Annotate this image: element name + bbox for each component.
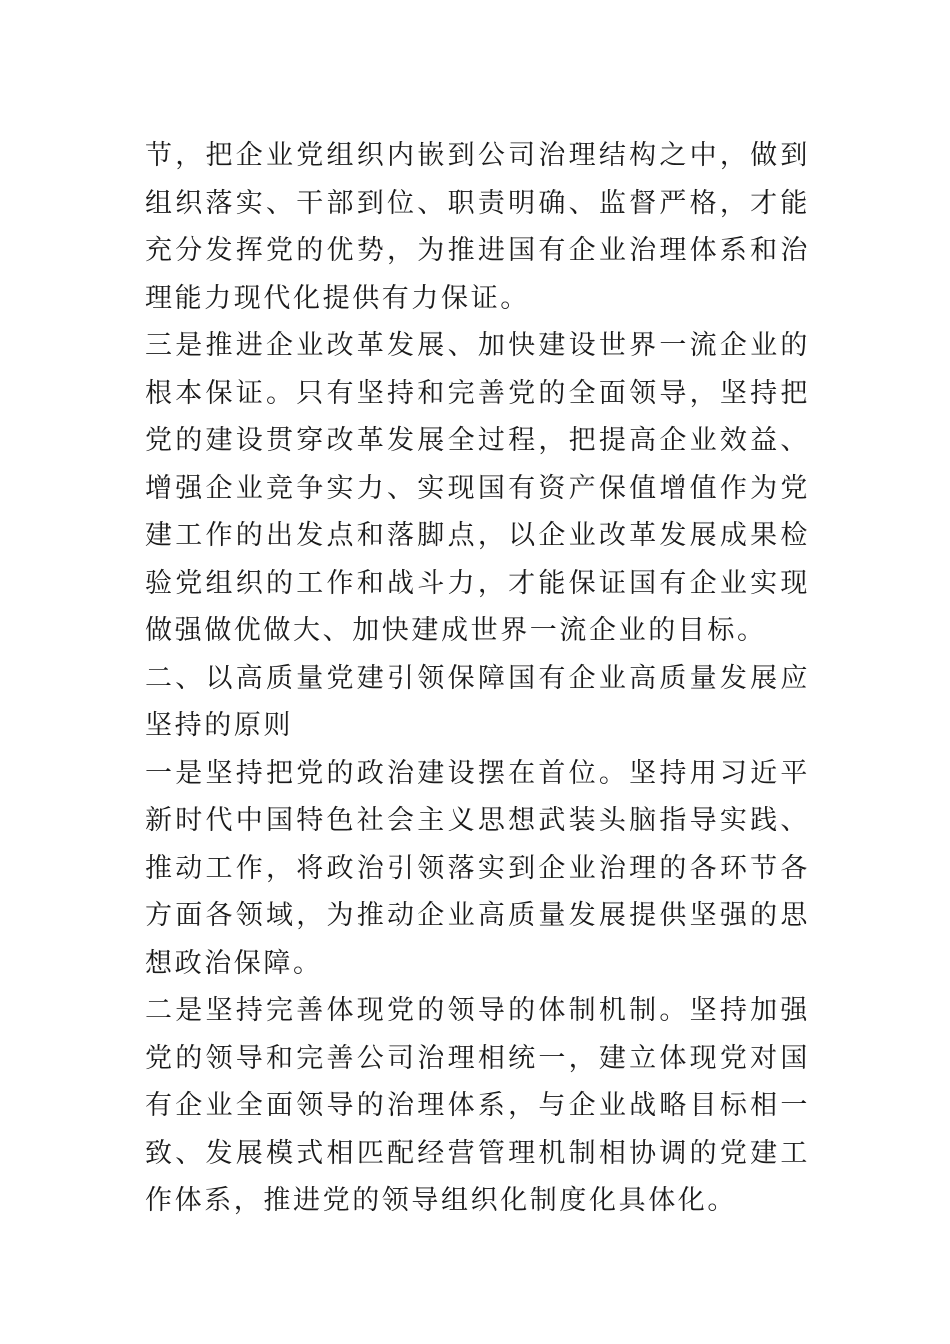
paragraph-point-three: 三是推进企业改革发展、加快建设世界一流企业的根本保证。只有坚持和完善党的全面领导，坚持把党的建设贯穿改革发展全过程，把提高企业效益、增强企业竞争实力、实现国有资产保值增值作为党建工作的出发点和落脚点，以企业改革发展成果检验党组织的工作和战斗力，才能保证国有企业实现做强做优做大、加快建成世界一流企业的目标。 [145, 330, 810, 646]
document-body [145, 132, 810, 1225]
section-heading-principles: 二、以高质量党建引领保障国有企业高质量发展应坚持的原则 [145, 662, 810, 741]
paragraph-principle-one: 一是坚持把党的政治建设摆在首位。坚持用习近平新时代中国特色社会主义思想武装头脑指导实践、推动工作，将政治引领落实到企业治理的各环节各方面各领域，为推动企业高质量发展提供坚强的思想政治保障。 [145, 757, 810, 979]
paragraph-continuation: 节，把企业党组织内嵌到公司治理结构之中，做到组织落实、干部到位、职责明确、监督严格，才能充分发挥党的优势，为推进国有企业治理体系和治理能力现代化提供有力保证。 [145, 140, 810, 314]
paragraph-principle-two: 二是坚持完善体现党的领导的体制机制。坚持加强党的领导和完善公司治理相统一，建立体现党对国有企业全面领导的治理体系，与企业战略目标相一致、发展模式相匹配经营管理机制相协调的党建工作体系，推进党的领导组织化制度化具体化。 [145, 995, 810, 1216]
